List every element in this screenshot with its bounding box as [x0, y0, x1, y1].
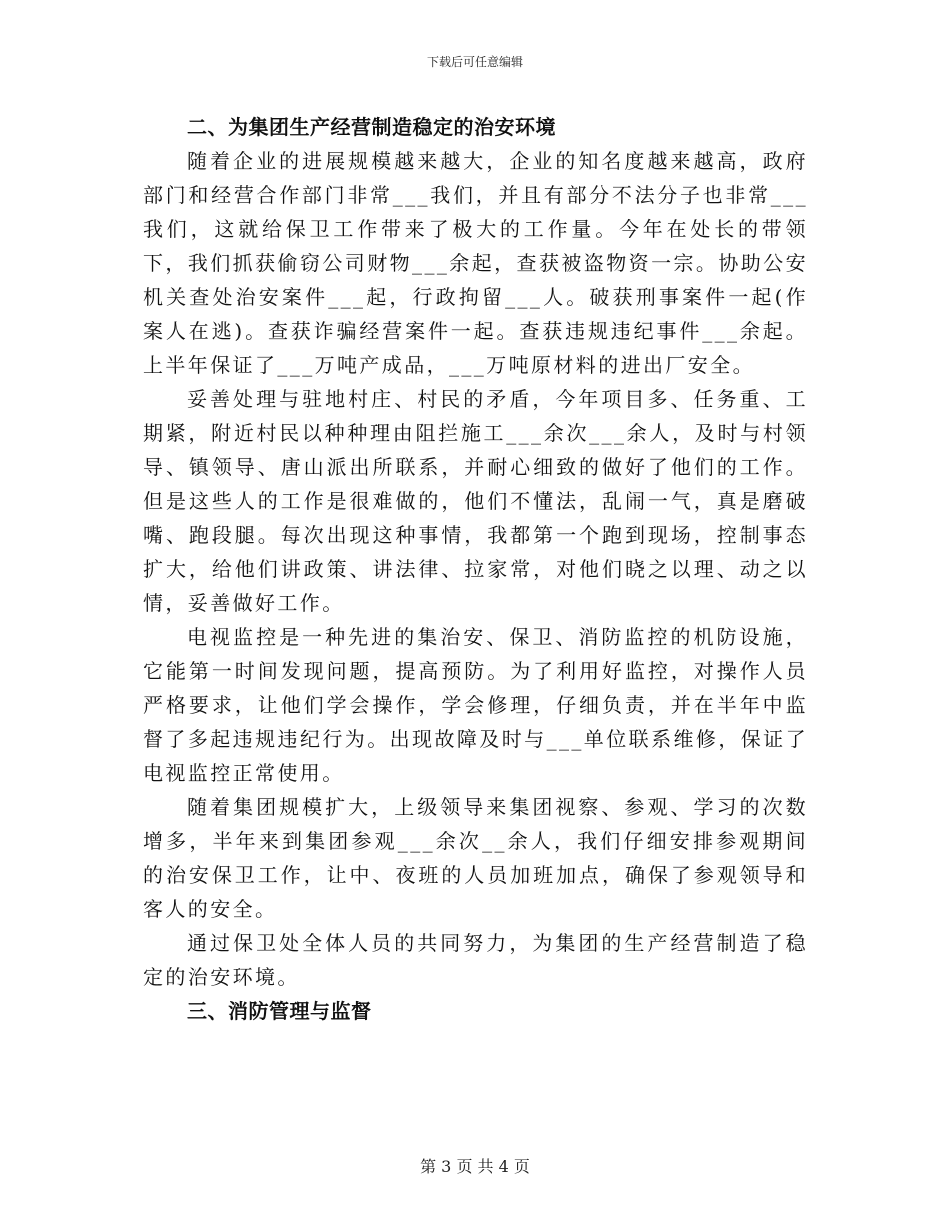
- paragraph-security-work: 随着企业的进展规模越来越大，企业的知名度越来越高，政府部门和经营合作部门非常___我们，并且有部分不法分子也非常___我们，这就给保卫工作带来了极大的工作量。今年在处长的带领下，我们抓获偷窃公司财物___余起，查获被盗物资一宗。协助公安机关查处治安案件___起，行政拘留___人。破获刑事案件一起(作案人在逃)。查获诈骗经营案件一起。查获违规违纪事件___余起。上半年保证了___万吨产成品，___万吨原材料的进出厂安全。: [143, 149, 808, 377]
- paragraph-summary: 通过保卫处全体人员的共同努力，为集团的生产经营制造了稳定的治安环境。: [143, 931, 808, 989]
- page-header-note: 下载后可任意编辑: [426, 55, 523, 69]
- paragraph-visits: 随着集团规模扩大，上级领导来集团视察、参观、学习的次数增多，半年来到集团参观___余次__余人，我们仔细安排参观期间的治安保卫工作，让中、夜班的人员加班加点，确保了参观领导和客人的安全。: [143, 795, 808, 921]
- paragraph-village-relations: 妥善处理与驻地村庄、村民的矛盾，今年项目多、任务重、工期紧，附近村民以种种理由阻拦施工___余次___余人，及时与村领导、镇领导、唐山派出所联系，并耐心细致的做好了他们的工作。但是这些人的工作是很难做的，他们不懂法，乱闹一气，真是磨破嘴、跑段腿。每次出现这种事情，我都第一个跑到现场，控制事态扩大，给他们讲政策、讲法律、拉家常，对他们晓之以理、动之以情，妥善做好工作。: [143, 387, 808, 615]
- section-heading-3: 三、消防管理与监督: [187, 999, 372, 1023]
- paragraph-video-monitoring: 电视监控是一种先进的集治安、保卫、消防监控的机防设施，它能第一时间发现问题，提高预防。为了利用好监控，对操作人员严格要求，让他们学会操作，学会修理，仔细负责，并在半年中监督了多起违规违纪行为。出现故障及时与___单位联系维修，保证了电视监控正常使用。: [143, 625, 808, 785]
- section-heading-2: 二、为集团生产经营制造稳定的治安环境: [187, 115, 556, 139]
- page-number: 第 3 页 共 4 页: [420, 1157, 530, 1176]
- document-body: [143, 110, 808, 1028]
